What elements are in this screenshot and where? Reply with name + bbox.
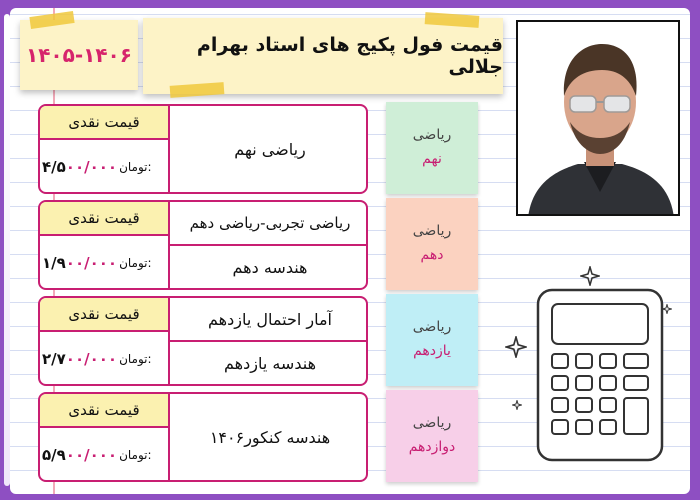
teacher-photo-illustration	[518, 22, 680, 216]
price-column	[40, 394, 170, 480]
price-row	[40, 332, 168, 386]
grade-level: نهم	[422, 151, 442, 167]
price-column	[40, 202, 170, 288]
grade-note-10	[386, 198, 478, 290]
price-digits: ۱/۹	[42, 254, 66, 272]
grade-level: یازدهم	[413, 343, 451, 359]
price-amount	[42, 446, 117, 464]
price-row	[40, 236, 168, 290]
calculator-icon	[508, 250, 688, 480]
course-column	[170, 394, 368, 480]
price-zeros: ۰۰/۰۰۰	[65, 158, 118, 176]
price-amount	[42, 158, 117, 176]
price-column	[40, 298, 170, 384]
course-name: هندسه دهم	[170, 244, 368, 288]
course-name: هندسه یازدهم	[170, 340, 368, 384]
course-column	[170, 298, 368, 384]
course-name: هندسه کنکور۱۴۰۶	[209, 427, 331, 447]
price-row	[40, 140, 168, 194]
currency-label: تومان:	[119, 448, 152, 462]
cash-price-label: قیمت نقدی	[40, 394, 168, 428]
grade-level: دوازدهم	[408, 439, 456, 455]
price-digits: ۵/۹	[42, 446, 66, 464]
title-note	[143, 18, 503, 94]
price-box-grade9	[38, 104, 368, 194]
currency-label: تومان:	[119, 160, 152, 174]
grade-subject: ریاضی	[412, 319, 452, 336]
course-name: ریاضی تجربی-ریاضی دهم	[189, 214, 351, 232]
cash-price-label: قیمت نقدی	[40, 298, 168, 332]
cash-price-label: قیمت نقدی	[40, 106, 168, 140]
year-label: ۱۴۰۵-۱۴۰۶	[26, 43, 132, 67]
price-zeros: ۰۰/۰۰۰	[65, 446, 118, 464]
price-box-grade10	[38, 200, 368, 290]
year-note	[20, 20, 138, 90]
price-zeros: ۰۰/۰۰۰	[65, 350, 118, 368]
cash-price-label: قیمت نقدی	[40, 202, 168, 236]
price-amount	[42, 350, 117, 368]
course-name: ریاضی نهم	[234, 139, 306, 159]
grade-level: دهم	[420, 247, 444, 263]
grade-subject: ریاضی	[412, 127, 452, 144]
page-title: قیمت فول پکیج های استاد بهرام جلالی	[196, 34, 503, 78]
price-box-grade12	[38, 392, 368, 482]
grade-subject: ریاضی	[412, 415, 452, 432]
grade-note-11	[386, 294, 478, 386]
price-zeros: ۰۰/۰۰۰	[65, 254, 118, 272]
price-amount	[42, 254, 117, 272]
grade-subject: ریاضی	[412, 223, 452, 240]
price-column	[40, 106, 170, 192]
price-digits: ۲/۷	[42, 350, 66, 368]
sheet-edge	[4, 14, 10, 486]
price-digits: ۴/۵	[42, 158, 66, 176]
grade-note-12	[386, 390, 478, 482]
course-column	[170, 106, 368, 192]
price-row	[40, 428, 168, 482]
currency-label: تومان:	[119, 256, 152, 270]
course-name: آمار احتمال یازدهم	[208, 309, 332, 329]
price-box-grade11	[38, 296, 368, 386]
course-column	[170, 202, 368, 288]
grade-note-9	[386, 102, 478, 194]
teacher-photo	[516, 20, 680, 216]
currency-label: تومان:	[119, 352, 152, 366]
